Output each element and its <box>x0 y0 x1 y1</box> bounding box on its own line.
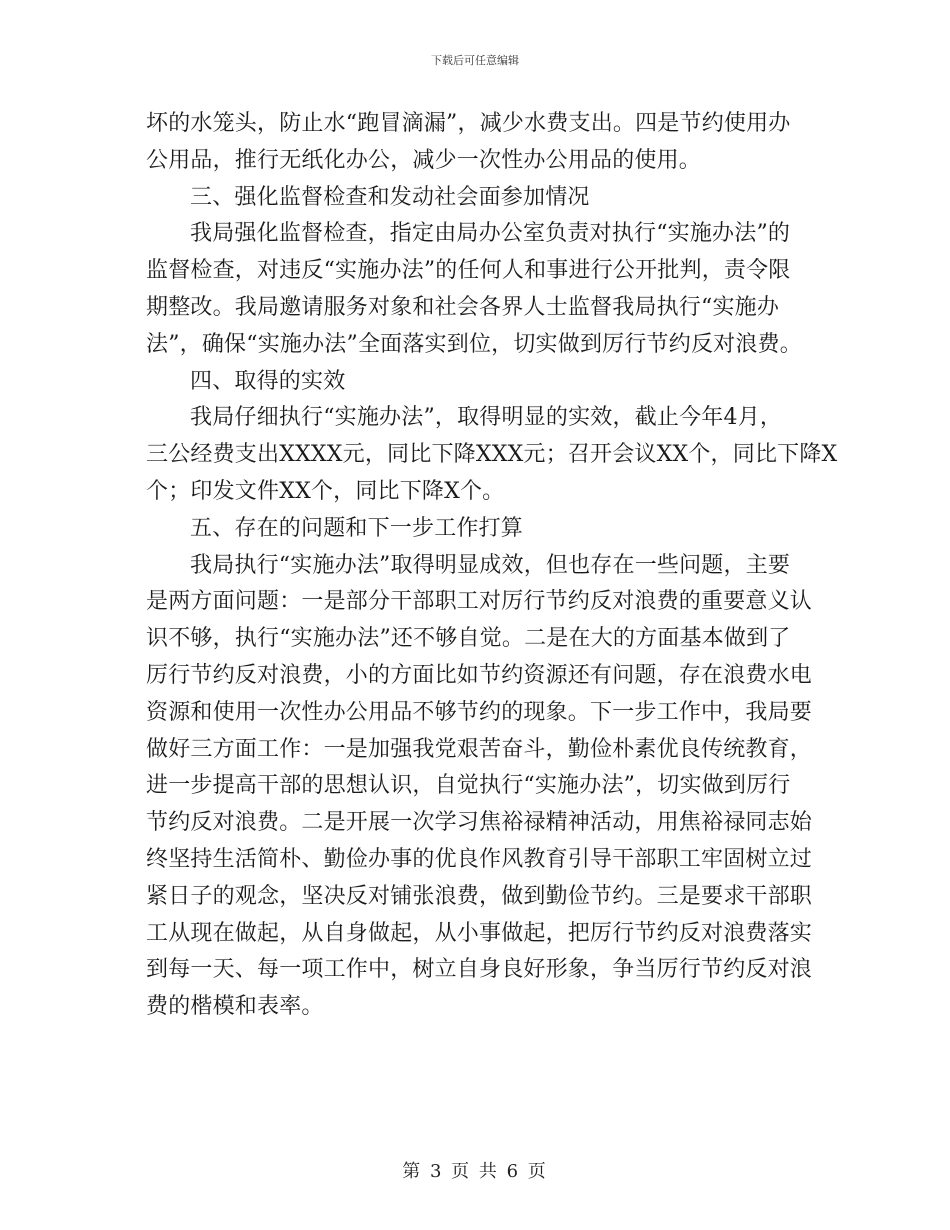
page-header: 下载后可任意编辑 <box>431 54 519 67</box>
text-line: 终坚持生活简朴、勤俭办事的优良作风教育引导干部职工牢固树立过 <box>146 846 813 872</box>
text-line: 监督检查，对违反“实施办法”的任何人和事进行公开批判，责令限 <box>146 258 791 284</box>
text-line: 是两方面问题：一是部分干部职工对厉行节约反对浪费的重要意义认 <box>146 589 813 615</box>
text-line: 期整改。我局邀请服务对象和社会各界人士监督我局执行“实施办 <box>146 294 780 320</box>
text-line: 坏的水笼头，防止水“跑冒滴漏”，减少水费支出。四是节约使用办 <box>146 111 791 136</box>
text-line: 法”，确保“实施办法”全面落实到位，切实做到厉行节约反对浪费。 <box>146 331 802 357</box>
text-line: 三、强化监督检查和发动社会面参加情况 <box>190 184 590 210</box>
text-line: 我局仔细执行“实施办法”，取得明显的实效，截止今年4月， <box>190 405 783 431</box>
page-number: 第 3 页 共 6 页 <box>402 1161 548 1182</box>
text-line: 个；印发文件XX个，同比下降X个。 <box>146 478 505 504</box>
text-line: 四、取得的实效 <box>190 368 346 394</box>
text-line: 紧日子的观念，坚决反对铺张浪费，做到勤俭节约。三是要求干部职 <box>146 883 813 909</box>
text-line: 做好三方面工作：一是加强我党艰苦奋斗，勤俭朴素优良传统教育， <box>146 736 813 762</box>
text-line: 工从现在做起，从自身做起，从小事做起，把厉行节约反对浪费落实 <box>146 920 813 946</box>
text-line: 费的楷模和表率。 <box>146 994 324 1020</box>
text-line: 到每一天、每一项工作中，树立自身良好形象，争当厉行节约反对浪 <box>146 957 813 983</box>
text-line: 三公经费支出XXXX元，同比下降XXX元；召开会议XX个，同比下降X <box>146 442 838 468</box>
text-line: 五、存在的问题和下一步工作打算 <box>190 515 524 541</box>
text-line: 节约反对浪费。二是开展一次学习焦裕禄精神活动，用焦裕禄同志始 <box>146 810 813 836</box>
document-body <box>146 106 838 1026</box>
text-line: 我局执行“实施办法”取得明显成效，但也存在一些问题，主要 <box>190 552 791 578</box>
text-line: 我局强化监督检查，指定由局办公室负责对执行“实施办法”的 <box>190 221 791 247</box>
text-line: 厉行节约反对浪费，小的方面比如节约资源还有问题，存在浪费水电 <box>146 662 813 688</box>
text-line: 识不够，执行“实施办法”还不够自觉。二是在大的方面基本做到了 <box>146 626 791 652</box>
text-line: 资源和使用一次性办公用品不够节约的现象。下一步工作中，我局要 <box>146 699 813 725</box>
text-line: 进一步提高干部的思想认识，自觉执行“实施办法”，切实做到厉行 <box>146 773 791 799</box>
text-line: 公用品，推行无纸化办公，减少一次性办公用品的使用。 <box>146 147 702 173</box>
